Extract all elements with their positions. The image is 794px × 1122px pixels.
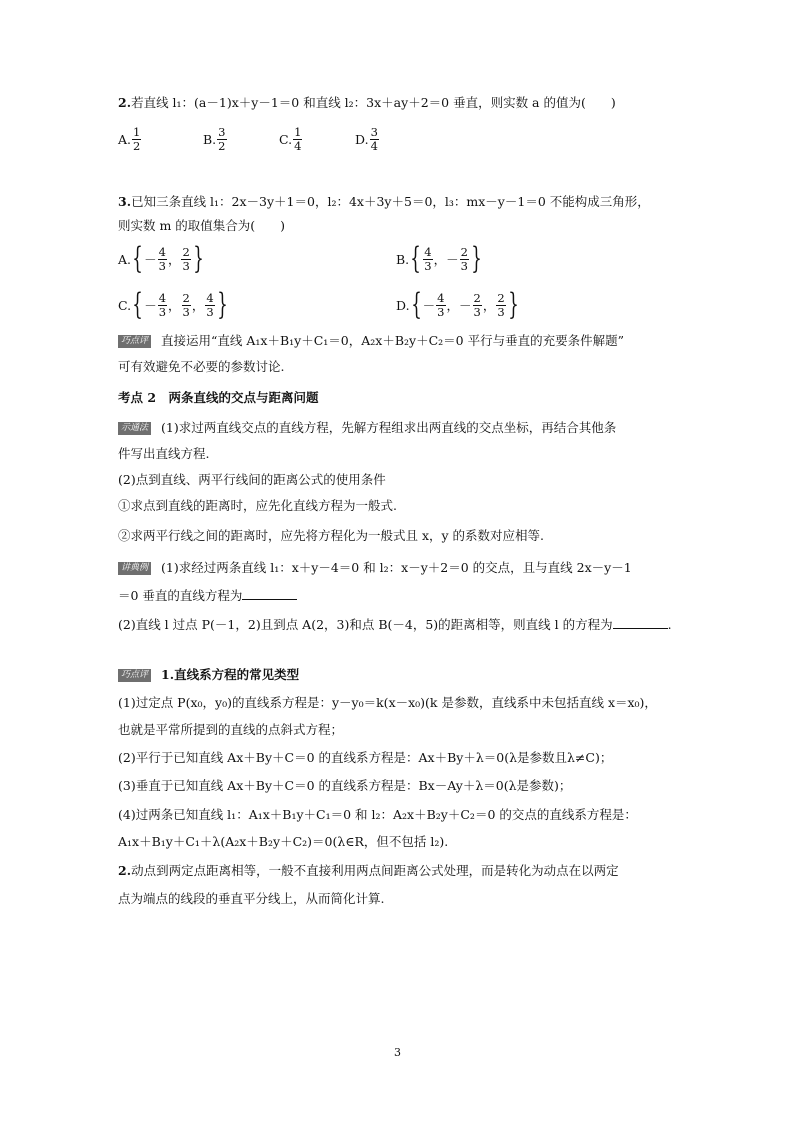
- option-label: A.: [118, 251, 132, 267]
- note2-line2: 点为端点的线段的垂直平分线上，从而简化计算.: [118, 891, 385, 906]
- set-element-fraction-numerator: 2: [473, 290, 481, 305]
- example-text3: (2)直线 l 过点 P(－1，2)且到点 A(2，3)和点 B(－4，5)的距离相等，则直线 l 的方程为: [118, 617, 613, 632]
- q3-option-b: [396, 241, 483, 276]
- separator: ，: [168, 298, 181, 313]
- tag-shitongfa: 示通法: [118, 422, 151, 435]
- minus-sign: －: [422, 298, 436, 313]
- option-fraction-numerator: 3: [370, 125, 378, 139]
- left-brace-icon: {: [132, 287, 143, 322]
- set-element-fraction-numerator: 4: [158, 244, 166, 259]
- set-element-fraction: [473, 292, 482, 319]
- tag-qiaodianping-2: 巧点评: [118, 669, 151, 682]
- minus-sign: －: [144, 252, 157, 267]
- set-element-fraction-denominator: 3: [158, 258, 166, 273]
- right-brace-icon: }: [507, 287, 519, 322]
- set-element-fraction-numerator: 4: [437, 290, 445, 305]
- option-fraction: [132, 126, 141, 153]
- option-fraction: [293, 126, 302, 153]
- set-element-fraction-numerator: 4: [424, 244, 432, 259]
- q3-stem-text1: 已知三条直线 l₁：2x－3y＋1＝0，l₂：4x＋3y＋5＝0，l₃：mx－y－1＝0 不能构成三角形，: [131, 194, 650, 209]
- set-element-fraction-denominator: 3: [158, 304, 167, 319]
- q3-stem-line2: 则实数 m 的取值集合为( ): [118, 218, 286, 233]
- set-element-fraction-numerator: 2: [182, 244, 190, 259]
- option-label: C.: [118, 297, 132, 313]
- method-line3: (2)点到直线、两平行线间的距离公式的使用条件: [118, 472, 386, 487]
- note2-line1: [118, 862, 619, 880]
- right-brace-icon: }: [217, 287, 228, 322]
- set-element-fraction: [158, 246, 167, 273]
- note-line3: (2)平行于已知直线 Ax＋By＋C＝0 的直线系方程是：Ax＋By＋λ＝0(λ是参数且λ≠C)；: [118, 750, 613, 765]
- method-line4: ①求点到直线的距离时，应先化直线方程为一般式.: [118, 498, 397, 513]
- separator: ，: [433, 252, 447, 267]
- left-brace-icon: {: [410, 241, 421, 276]
- set-element-fraction: [496, 292, 505, 319]
- q2-number: 2.: [118, 95, 132, 110]
- q3-number: 3.: [118, 194, 132, 209]
- method-line5: ②求两平行线之间的距离时，应先将方程化为一般式且 x，y 的系数对应相等.: [118, 528, 545, 543]
- set-element-fraction: [436, 292, 445, 319]
- note-line4: (3)垂直于已知直线 Ax＋By＋C＝0 的直线系方程是：Bx－Ay＋λ＝0(λ是参数)；: [118, 778, 572, 793]
- method-text1: (1)求过两直线交点的直线方程，先解方程组求出两直线的交点坐标，再结合其他条: [161, 420, 617, 435]
- set-element-fraction: [158, 292, 167, 319]
- option-label: D.: [396, 297, 410, 313]
- option-label: C.: [279, 132, 293, 147]
- set-element-fraction: [460, 246, 469, 273]
- option-fraction-numerator: 1: [133, 125, 141, 139]
- set-element-fraction-denominator: 3: [497, 304, 505, 319]
- note-line1: (1)过定点 P(x₀，y₀)的直线系方程是：y－y₀＝k(x－x₀)(k 是参数，直线系中未包括直线 x＝x₀)，: [118, 695, 657, 710]
- note2-text1: 动点到两定点距离相等，一般不直接利用两点间距离公式处理，而是转化为动点在以两定: [131, 863, 619, 878]
- tag-jiangdianli: 讲典例: [118, 562, 151, 575]
- right-brace-icon: }: [471, 241, 482, 276]
- option-label: A.: [118, 132, 132, 147]
- minus-sign: －: [459, 298, 472, 313]
- option-fraction-denominator: 4: [370, 139, 378, 153]
- comment1-text: 直接运用“直线 A₁x＋B₁y＋C₁＝0，A₂x＋B₂y＋C₂＝0 平行与垂直的充要条件解题”: [161, 333, 624, 348]
- option-label: B.: [203, 132, 217, 147]
- separator: ，: [191, 298, 205, 313]
- set-element-fraction: [423, 246, 432, 273]
- option-fraction-numerator: 1: [294, 125, 302, 139]
- q2-option-b: [203, 126, 228, 153]
- example-text2: ＝0 垂直的直线方程为: [118, 588, 243, 603]
- note-line2: 也就是平常所提到的直线的点斜式方程；: [118, 722, 344, 737]
- method-line2: 件写出直线方程.: [118, 446, 210, 461]
- answer-blank-1[interactable]: [242, 587, 297, 600]
- set-element-fraction-denominator: 3: [437, 304, 445, 319]
- set-element-fraction-numerator: 4: [158, 290, 167, 305]
- option-fraction: [370, 126, 379, 153]
- note2-number: 2.: [118, 863, 132, 878]
- set-element-fraction-numerator: 2: [460, 244, 468, 259]
- set-element-fraction-denominator: 3: [460, 258, 468, 273]
- q3-option-a: [118, 241, 205, 276]
- answer-blank-2[interactable]: [613, 616, 668, 629]
- q2-option-d: [355, 126, 380, 153]
- set-element-fraction: [181, 246, 190, 273]
- set-element-fraction: [205, 292, 214, 319]
- method-line1: [118, 419, 616, 437]
- option-fraction-numerator: 3: [218, 125, 226, 139]
- comment1-line1: [118, 332, 624, 350]
- q3-stem-line1: [118, 193, 650, 211]
- q2-stem-text: 若直线 l₁：(a－1)x＋y－1＝0 和直线 l₂：3x＋ay＋2＝0 垂直，则实数 a 的值为( ): [131, 95, 616, 110]
- option-fraction-denominator: 2: [218, 139, 226, 153]
- set-element-fraction-denominator: 3: [182, 258, 190, 273]
- example-line3: [118, 616, 672, 634]
- q2-stem: [118, 94, 616, 112]
- set-element-fraction-denominator: 3: [206, 304, 214, 319]
- page-number: 3: [394, 1046, 401, 1059]
- example-text1: (1)求经过两条直线 l₁：x＋y－4＝0 和 l₂：x－y＋2＝0 的交点，且与直线 2x－y－1: [161, 560, 632, 575]
- example-line2: [118, 587, 297, 605]
- option-label: B.: [396, 251, 410, 267]
- note-title-line: [118, 666, 299, 684]
- tag-qiaodianping: 巧点评: [118, 335, 151, 348]
- set-element-fraction-numerator: 2: [497, 290, 505, 305]
- example-line1: [118, 559, 632, 577]
- option-label: D.: [355, 132, 369, 147]
- left-brace-icon: {: [410, 287, 422, 322]
- option-fraction: [217, 126, 226, 153]
- comment1-line2: 可有效避免不必要的参数讨论.: [118, 359, 285, 374]
- set-element-fraction-numerator: 2: [182, 290, 190, 305]
- q2-option-a: [118, 126, 142, 153]
- right-brace-icon: }: [193, 241, 204, 276]
- q3-option-c: [118, 287, 229, 322]
- set-element-fraction: [182, 292, 191, 319]
- option-fraction-denominator: 4: [294, 139, 302, 153]
- q2-option-c: [279, 126, 303, 153]
- separator: ，: [167, 252, 181, 267]
- note-title: 1.直线系方程的常见类型: [161, 667, 300, 682]
- set-element-fraction-denominator: 3: [473, 304, 481, 319]
- minus-sign: －: [144, 298, 157, 313]
- left-brace-icon: {: [132, 241, 143, 276]
- set-element-fraction-denominator: 3: [182, 304, 190, 319]
- separator: ，: [446, 298, 460, 313]
- minus-sign: －: [446, 252, 459, 267]
- option-fraction-denominator: 2: [133, 139, 141, 153]
- example-text3-end: .: [667, 617, 672, 632]
- section-title: 考点 2 两条直线的交点与距离问题: [118, 390, 319, 405]
- q3-option-d: [396, 287, 520, 322]
- note-line5: (4)过两条已知直线 l₁：A₁x＋B₁y＋C₁＝0 和 l₂：A₂x＋B₂y＋C₂＝0 的交点的直线系方程是：: [118, 807, 637, 822]
- set-element-fraction-numerator: 4: [206, 290, 214, 305]
- set-element-fraction-denominator: 3: [424, 258, 432, 273]
- note-line6: A₁x＋B₁y＋C₁＋λ(A₂x＋B₂y＋C₂)＝0(λ∈R，但不包括 l₂).: [118, 834, 449, 849]
- separator: ，: [482, 298, 496, 313]
